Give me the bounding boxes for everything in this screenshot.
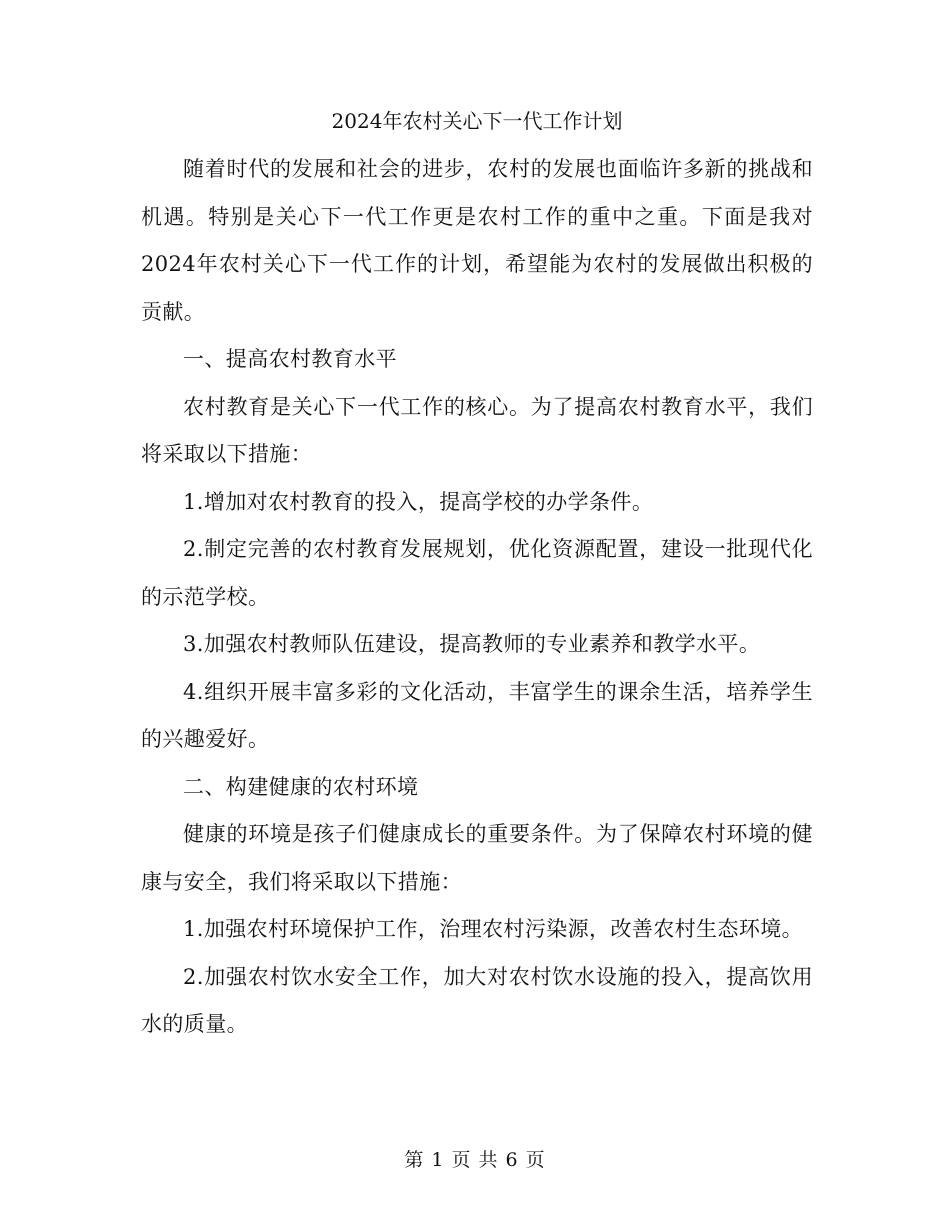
page-number-footer: 第 1 页 共 6 页	[404, 1149, 546, 1171]
list-item-environment-1: 1.加强农村环境保护工作，治理农村污染源，改善农村生态环境。	[183, 917, 804, 941]
document-title: 2024年农村关心下一代工作计划	[331, 109, 623, 133]
paragraph-intro: 随着时代的发展和社会的进步，农村的发展也面临许多新的挑战和机遇。特别是关心下一代工作更是农村工作的重中之重。下面是我对2024年农村关心下一代工作的计划，希望能为农村的发展做出积极的贡献。	[141, 157, 813, 324]
list-item-education-2: 2.制定完善的农村教育发展规划，优化资源配置，建设一批现代化的示范学校。	[141, 537, 813, 609]
list-item-education-4: 4.组织开展丰富多彩的文化活动，丰富学生的课余生活，培养学生的兴趣爱好。	[141, 679, 813, 751]
document-body	[141, 104, 813, 1049]
section-heading-environment: 二、构建健康的农村环境	[183, 774, 419, 799]
list-item-environment-2: 2.加强农村饮水安全工作，加大对农村饮水设施的投入，提高饮用水的质量。	[141, 964, 813, 1036]
list-item-education-3: 3.加强农村教师队伍建设，提高教师的专业素养和教学水平。	[183, 632, 761, 656]
paragraph-environment-intro: 健康的环境是孩子们健康成长的重要条件。为了保障农村环境的健康与安全，我们将采取以下措施：	[141, 822, 813, 894]
paragraph-education-intro: 农村教育是关心下一代工作的核心。为了提高农村教育水平，我们将采取以下措施：	[141, 394, 813, 466]
section-heading-education: 一、提高农村教育水平	[183, 347, 397, 371]
list-item-education-1: 1.增加对农村教育的投入，提高学校的办学条件。	[183, 489, 654, 514]
